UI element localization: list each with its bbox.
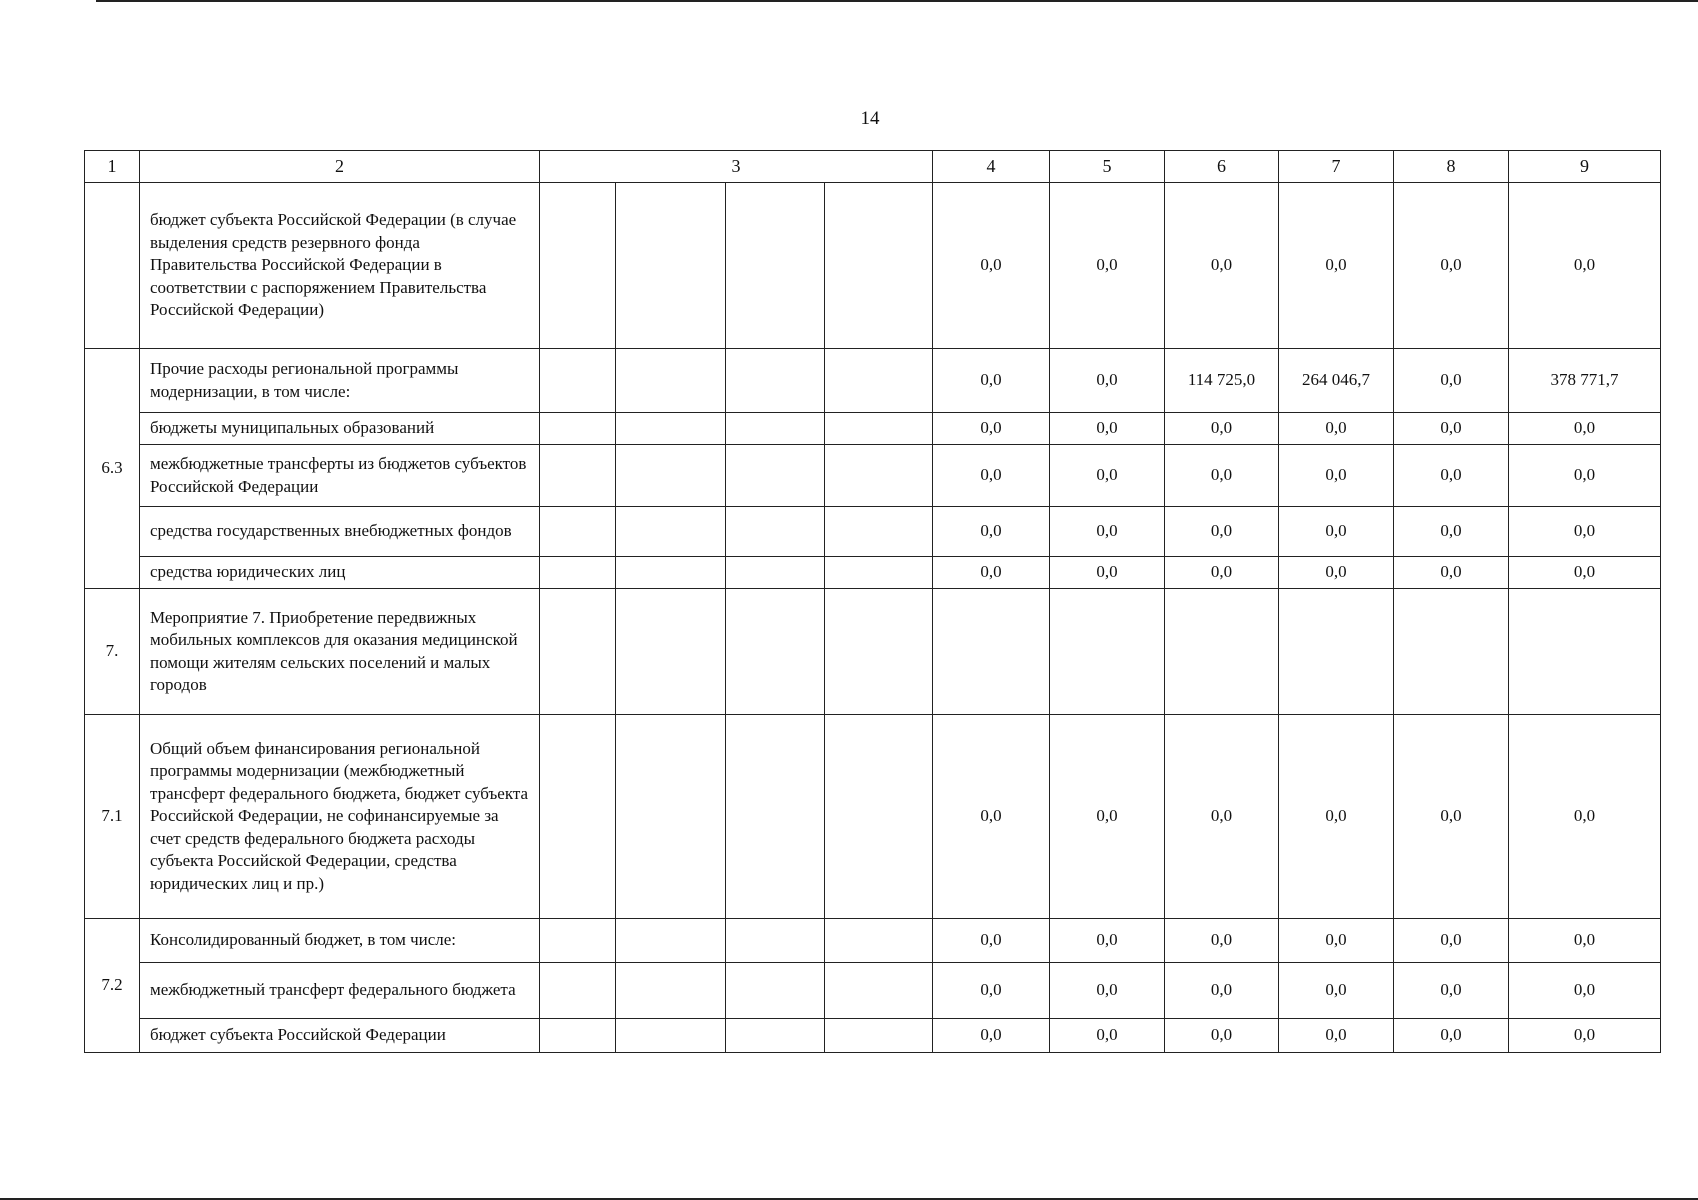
value-cell	[1165, 589, 1279, 715]
value-cell: 0,0	[933, 507, 1050, 557]
value-cell: 0,0	[1509, 919, 1661, 963]
table-row	[85, 349, 1661, 413]
column-header: 8	[1394, 151, 1509, 183]
value-cell: 0,0	[1165, 919, 1279, 963]
empty-cell	[540, 183, 616, 349]
empty-cell	[825, 963, 933, 1019]
empty-cell	[616, 507, 726, 557]
empty-cell	[726, 589, 825, 715]
value-cell: 0,0	[1279, 715, 1394, 919]
empty-cell	[616, 557, 726, 589]
value-cell: 0,0	[933, 413, 1050, 445]
value-cell: 0,0	[1165, 507, 1279, 557]
empty-cell	[616, 413, 726, 445]
value-cell: 0,0	[933, 919, 1050, 963]
page-number: 14	[860, 108, 880, 129]
empty-cell	[825, 349, 933, 413]
value-cell: 0,0	[933, 445, 1050, 507]
value-cell: 0,0	[1279, 963, 1394, 1019]
table-row	[85, 715, 1661, 919]
value-cell: 0,0	[1050, 919, 1165, 963]
column-header: 6	[1165, 151, 1279, 183]
value-cell: 264 046,7	[1279, 349, 1394, 413]
value-cell: 0,0	[1165, 413, 1279, 445]
empty-cell	[540, 589, 616, 715]
empty-cell	[825, 445, 933, 507]
column-header: 4	[933, 151, 1050, 183]
column-header: 7	[1279, 151, 1394, 183]
value-cell: 0,0	[1394, 963, 1509, 1019]
value-cell: 0,0	[1394, 445, 1509, 507]
empty-cell	[825, 557, 933, 589]
empty-cell	[616, 589, 726, 715]
table-row	[85, 589, 1661, 715]
value-cell: 0,0	[1394, 919, 1509, 963]
row-description: Общий объем финансирования региональной программы модернизации (межбюджетный трансферт федерального бюджета, бюджет субъекта Российской Федерации, не софинансируемые за счет средств федерального бюджета расходы субъекта Российской Федерации, средства юридических лиц и пр.)	[140, 715, 540, 919]
value-cell: 0,0	[1050, 1019, 1165, 1053]
empty-cell	[825, 589, 933, 715]
value-cell: 0,0	[933, 183, 1050, 349]
column-header: 3	[540, 151, 933, 183]
value-cell: 0,0	[1050, 507, 1165, 557]
value-cell: 0,0	[1509, 507, 1661, 557]
table-row	[85, 963, 1661, 1019]
row-description: средства государственных внебюджетных фондов	[140, 507, 540, 557]
table-row	[85, 1019, 1661, 1053]
table-row	[85, 413, 1661, 445]
value-cell: 0,0	[933, 349, 1050, 413]
value-cell: 0,0	[1050, 413, 1165, 445]
empty-cell	[616, 963, 726, 1019]
financing-table	[84, 150, 1661, 1053]
value-cell: 378 771,7	[1509, 349, 1661, 413]
scan-border-top	[96, 0, 1698, 2]
empty-cell	[540, 349, 616, 413]
value-cell: 0,0	[1050, 183, 1165, 349]
empty-cell	[726, 557, 825, 589]
value-cell: 0,0	[1165, 1019, 1279, 1053]
empty-cell	[540, 715, 616, 919]
row-code: 7.2	[85, 919, 140, 1053]
value-cell: 0,0	[1279, 919, 1394, 963]
empty-cell	[616, 183, 726, 349]
empty-cell	[540, 413, 616, 445]
empty-cell	[726, 445, 825, 507]
empty-cell	[726, 715, 825, 919]
empty-cell	[726, 963, 825, 1019]
empty-cell	[825, 183, 933, 349]
header-row	[85, 151, 1661, 183]
value-cell: 114 725,0	[1165, 349, 1279, 413]
value-cell	[1279, 589, 1394, 715]
value-cell: 0,0	[1394, 557, 1509, 589]
empty-cell	[726, 507, 825, 557]
empty-cell	[726, 1019, 825, 1053]
row-code: 6.3	[85, 349, 140, 589]
row-description: средства юридических лиц	[140, 557, 540, 589]
empty-cell	[726, 413, 825, 445]
value-cell: 0,0	[1279, 557, 1394, 589]
value-cell: 0,0	[1394, 349, 1509, 413]
empty-cell	[540, 963, 616, 1019]
table-body	[85, 183, 1661, 1053]
value-cell: 0,0	[1165, 715, 1279, 919]
row-description: межбюджетные трансферты из бюджетов субъектов Российской Федерации	[140, 445, 540, 507]
value-cell: 0,0	[1279, 445, 1394, 507]
empty-cell	[726, 183, 825, 349]
value-cell: 0,0	[1279, 1019, 1394, 1053]
value-cell: 0,0	[1394, 413, 1509, 445]
column-header: 2	[140, 151, 540, 183]
value-cell: 0,0	[1165, 445, 1279, 507]
row-description: межбюджетный трансферт федерального бюджета	[140, 963, 540, 1019]
value-cell: 0,0	[1394, 715, 1509, 919]
empty-cell	[540, 1019, 616, 1053]
empty-cell	[540, 919, 616, 963]
row-description: Прочие расходы региональной программы модернизации, в том числе:	[140, 349, 540, 413]
value-cell: 0,0	[1509, 715, 1661, 919]
empty-cell	[616, 919, 726, 963]
value-cell: 0,0	[1279, 413, 1394, 445]
value-cell: 0,0	[1050, 349, 1165, 413]
row-code: 7.1	[85, 715, 140, 919]
value-cell: 0,0	[1509, 413, 1661, 445]
value-cell: 0,0	[1050, 557, 1165, 589]
value-cell: 0,0	[1050, 963, 1165, 1019]
value-cell: 0,0	[1394, 507, 1509, 557]
column-header: 9	[1509, 151, 1661, 183]
value-cell: 0,0	[1394, 1019, 1509, 1053]
empty-cell	[825, 1019, 933, 1053]
empty-cell	[825, 507, 933, 557]
empty-cell	[726, 919, 825, 963]
value-cell: 0,0	[1509, 557, 1661, 589]
value-cell: 0,0	[1165, 183, 1279, 349]
value-cell: 0,0	[1279, 507, 1394, 557]
column-header: 5	[1050, 151, 1165, 183]
empty-cell	[616, 715, 726, 919]
value-cell	[933, 589, 1050, 715]
row-code	[85, 183, 140, 349]
table-row	[85, 919, 1661, 963]
value-cell: 0,0	[933, 1019, 1050, 1053]
value-cell: 0,0	[933, 557, 1050, 589]
value-cell: 0,0	[1279, 183, 1394, 349]
value-cell: 0,0	[1165, 963, 1279, 1019]
table-row	[85, 557, 1661, 589]
empty-cell	[616, 445, 726, 507]
value-cell	[1394, 589, 1509, 715]
row-code: 7.	[85, 589, 140, 715]
empty-cell	[616, 349, 726, 413]
empty-cell	[726, 349, 825, 413]
value-cell: 0,0	[933, 715, 1050, 919]
value-cell: 0,0	[1509, 1019, 1661, 1053]
empty-cell	[825, 413, 933, 445]
empty-cell	[540, 557, 616, 589]
column-header: 1	[85, 151, 140, 183]
row-description: Консолидированный бюджет, в том числе:	[140, 919, 540, 963]
row-description: бюджет субъекта Российской Федерации (в случае выделения средств резервного фонда Правительства Российской Федерации в соответствии с распоряжением Правительства Российской Федерации)	[140, 183, 540, 349]
value-cell: 0,0	[933, 963, 1050, 1019]
row-description: бюджет субъекта Российской Федерации	[140, 1019, 540, 1053]
value-cell: 0,0	[1050, 445, 1165, 507]
empty-cell	[825, 919, 933, 963]
table-row	[85, 507, 1661, 557]
empty-cell	[825, 715, 933, 919]
row-description: Мероприятие 7. Приобретение передвижных мобильных комплексов для оказания медицинской помощи жителям сельских поселений и малых городов	[140, 589, 540, 715]
value-cell: 0,0	[1509, 445, 1661, 507]
empty-cell	[540, 445, 616, 507]
value-cell: 0,0	[1509, 183, 1661, 349]
table-row	[85, 183, 1661, 349]
table-row	[85, 445, 1661, 507]
value-cell	[1050, 589, 1165, 715]
row-description: бюджеты муниципальных образований	[140, 413, 540, 445]
empty-cell	[540, 507, 616, 557]
value-cell: 0,0	[1050, 715, 1165, 919]
value-cell: 0,0	[1509, 963, 1661, 1019]
value-cell: 0,0	[1165, 557, 1279, 589]
value-cell: 0,0	[1394, 183, 1509, 349]
empty-cell	[616, 1019, 726, 1053]
value-cell	[1509, 589, 1661, 715]
